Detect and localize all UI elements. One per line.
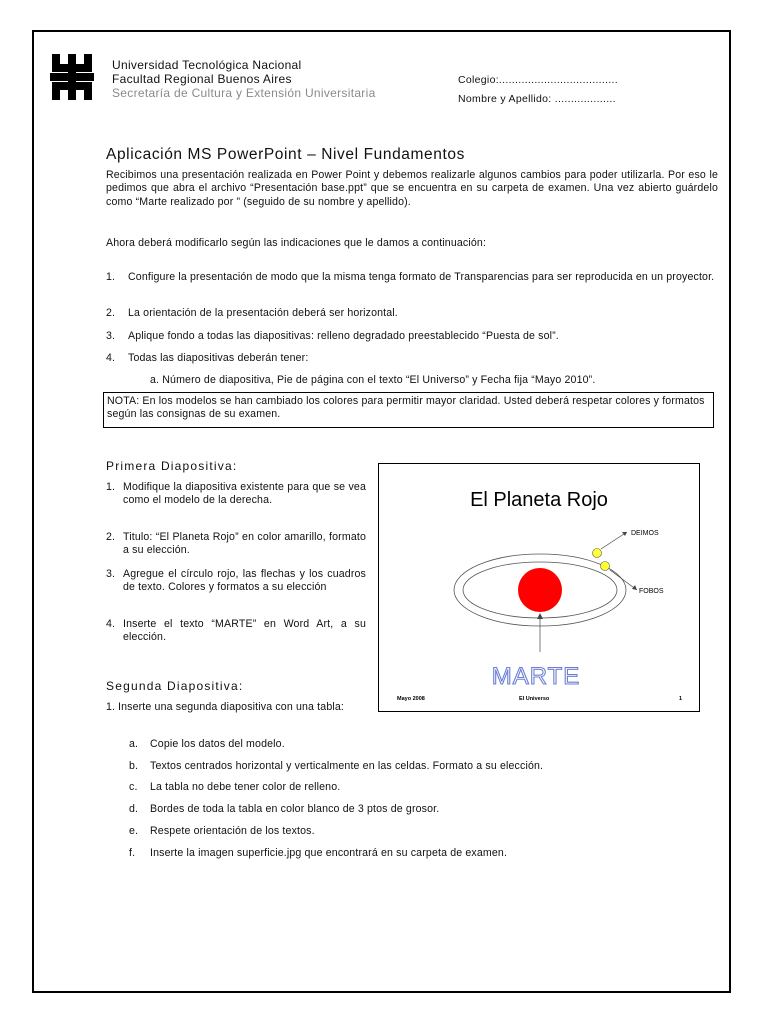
item-number: 2. bbox=[106, 531, 116, 543]
item-text: Respete orientación de los textos. bbox=[150, 825, 315, 837]
list-item bbox=[150, 374, 718, 387]
item-letter: f. bbox=[129, 847, 136, 859]
item-number: 4. bbox=[106, 352, 116, 364]
item-number: 1. bbox=[106, 481, 116, 493]
deimos-arrowhead bbox=[622, 532, 627, 536]
deimos-moon bbox=[593, 549, 602, 558]
page-title: Aplicación MS PowerPoint – Nivel Fundamentos bbox=[106, 146, 465, 163]
institution-header bbox=[112, 58, 376, 100]
mars-planet bbox=[518, 568, 562, 612]
item-text: La orientación de la presentación deberá ser horizontal. bbox=[128, 307, 398, 319]
fobos-label: FOBOS bbox=[639, 588, 664, 595]
item-text: Aplique fondo a todas las diapositivas: relleno degradado preestablecido “Puesta de sol”. bbox=[128, 330, 559, 342]
item-text: Bordes de toda la tabla en color blanco de 3 ptos de grosor. bbox=[150, 803, 440, 815]
slide-footer-date: Mayo 2008 bbox=[397, 696, 425, 702]
colegio-field: Colegio:..................................... bbox=[458, 74, 618, 86]
fobos-moon bbox=[601, 562, 610, 571]
segunda-title: Segunda Diapositiva: bbox=[106, 679, 244, 693]
ahora-paragraph: Ahora deberá modificarlo según las indicaciones que le damos a continuación: bbox=[106, 237, 487, 249]
item-letter: d. bbox=[129, 803, 139, 815]
utn-logo bbox=[50, 54, 94, 100]
item-letter: c. bbox=[129, 781, 138, 793]
nombre-field: Nombre y Apellido: ................... bbox=[458, 93, 616, 105]
item-text: a. Número de diapositiva, Pie de página con el texto “El Universo” y Fecha fija “Mayo 2010”. bbox=[150, 374, 596, 386]
mars-arrowhead bbox=[537, 613, 543, 619]
item-letter: a. bbox=[129, 738, 139, 750]
slide-illustration bbox=[379, 464, 701, 713]
item-text: Todas las diapositivas deberán tener: bbox=[128, 352, 309, 364]
item-text: Titulo: “El Planeta Rojo” en color amarillo, formato a su elección. bbox=[123, 531, 366, 557]
slide-number: 1 bbox=[679, 696, 683, 702]
fobos-arrowhead bbox=[632, 585, 637, 590]
item-text: La tabla no debe tener color de relleno. bbox=[150, 781, 341, 793]
item-letter: b. bbox=[129, 760, 139, 772]
item-text: Modifique la diapositiva existente para que se vea como el modelo de la derecha. bbox=[123, 481, 366, 507]
item-text: Textos centrados horizontal y verticalmente en las celdas. Formato a su elección. bbox=[150, 760, 544, 772]
item-text: Agregue el círculo rojo, las flechas y los cuadros de texto. Colores y formatos a su elección bbox=[123, 568, 366, 594]
item-number: 4. bbox=[106, 618, 116, 630]
nota-box: NOTA: En los modelos se han cambiado los colores para permitir mayor claridad. Usted deberá respetar colores y formatos según las consignas de su examen. bbox=[103, 392, 714, 428]
item-letter: e. bbox=[129, 825, 139, 837]
item-text: Copie los datos del modelo. bbox=[150, 738, 285, 750]
marte-wordart: MARTE bbox=[491, 663, 581, 690]
item-text: Inserte la imagen superficie.jpg que encontrará en su carpeta de examen. bbox=[150, 847, 508, 859]
item-text: Configure la presentación de modo que la misma tenga formato de Transparencias para ser reproducida en un proyector. bbox=[128, 271, 715, 283]
item-text: Inserte el texto “MARTE” en Word Art, a su elección. bbox=[123, 618, 366, 644]
institution-line2: Facultad Regional Buenos Aires bbox=[112, 72, 292, 86]
fobos-arrow bbox=[610, 570, 637, 590]
institution-line1: Universidad Tecnológica Nacional bbox=[112, 58, 302, 72]
slide-footer-text: El Universo bbox=[519, 696, 550, 702]
deimos-label: DEIMOS bbox=[631, 530, 659, 537]
item-number: 1. bbox=[106, 271, 116, 283]
item-number: 3. bbox=[106, 330, 116, 342]
slide-title: El Planeta Rojo bbox=[470, 489, 608, 511]
deimos-arrow bbox=[601, 532, 627, 549]
primera-title: Primera Diapositiva: bbox=[106, 459, 238, 473]
intro-paragraph: Recibimos una presentación realizada en Power Point y debemos realizarle algunos cambios para poder utilizarla. Por eso le pedimos que abra el archivo “Presentación base.ppt” que se encuentra en su carpeta de examen. Una vez abierto guárdelo como “Marte realizado por ” (seguido de su nombre y apellido). bbox=[106, 169, 718, 208]
institution-line3: Secretaría de Cultura y Extensión Universitaria bbox=[112, 86, 376, 100]
student-fields bbox=[458, 71, 618, 109]
item-number: 3. bbox=[106, 568, 116, 580]
item-text: Inserte una segunda diapositiva con una tabla: bbox=[118, 701, 344, 713]
item-number: 2. bbox=[106, 307, 116, 319]
slide-preview bbox=[378, 463, 700, 712]
item-number: 1. bbox=[106, 701, 116, 713]
